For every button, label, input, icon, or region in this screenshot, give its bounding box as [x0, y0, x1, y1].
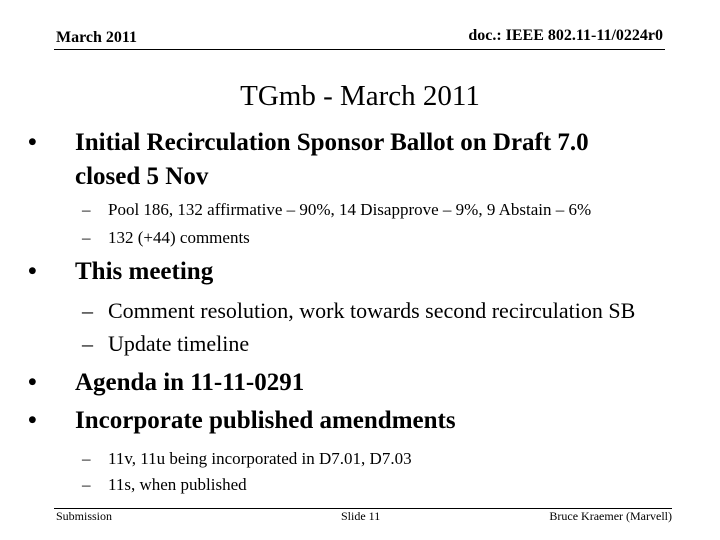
dash-icon: – — [82, 228, 91, 247]
bullet-icon: • — [28, 369, 37, 396]
dash-icon: – — [82, 298, 93, 323]
header-date: March 2011 — [56, 29, 138, 46]
bullet-icon: • — [28, 129, 37, 156]
sub-bullet-text: Update timeline — [108, 331, 250, 356]
footer-author: Bruce Kraemer (Marvell) — [549, 509, 672, 523]
sub-bullet-text: Comment resolution, work towards second recirculation SB — [108, 298, 636, 323]
sub-bullet-text: 11s, when published — [108, 475, 247, 494]
bullet-text: Incorporate published amendments — [75, 407, 456, 434]
bullet-text — [75, 126, 589, 194]
dash-icon: – — [82, 449, 91, 468]
bullet-icon: • — [28, 407, 37, 434]
dash-icon: – — [82, 475, 91, 494]
bullet-text: This meeting — [75, 258, 214, 285]
footer-submission: Submission — [56, 509, 113, 523]
header-divider — [54, 49, 665, 50]
slide-title: TGmb - March 2011 — [240, 80, 480, 112]
footer-slide-number: Slide 11 — [341, 509, 381, 523]
bullet-text: Agenda in 11-11-0291 — [75, 369, 305, 396]
header-doc-id: doc.: IEEE 802.11-11/0224r0 — [468, 27, 663, 44]
dash-icon: – — [82, 200, 91, 219]
bullet-icon: • — [28, 258, 37, 285]
sub-bullet-text: Pool 186, 132 affirmative – 90%, 14 Disapprove – 9%, 9 Abstain – 6% — [108, 200, 592, 219]
bullet-line: Initial Recirculation Sponsor Ballot on Draft 7.0 — [75, 129, 589, 156]
dash-icon: – — [82, 331, 93, 356]
sub-bullet-text: 132 (+44) comments — [108, 228, 250, 247]
sub-bullet-text: 11v, 11u being incorporated in D7.01, D7.03 — [108, 449, 412, 468]
bullet-line: closed 5 Nov — [75, 163, 209, 190]
